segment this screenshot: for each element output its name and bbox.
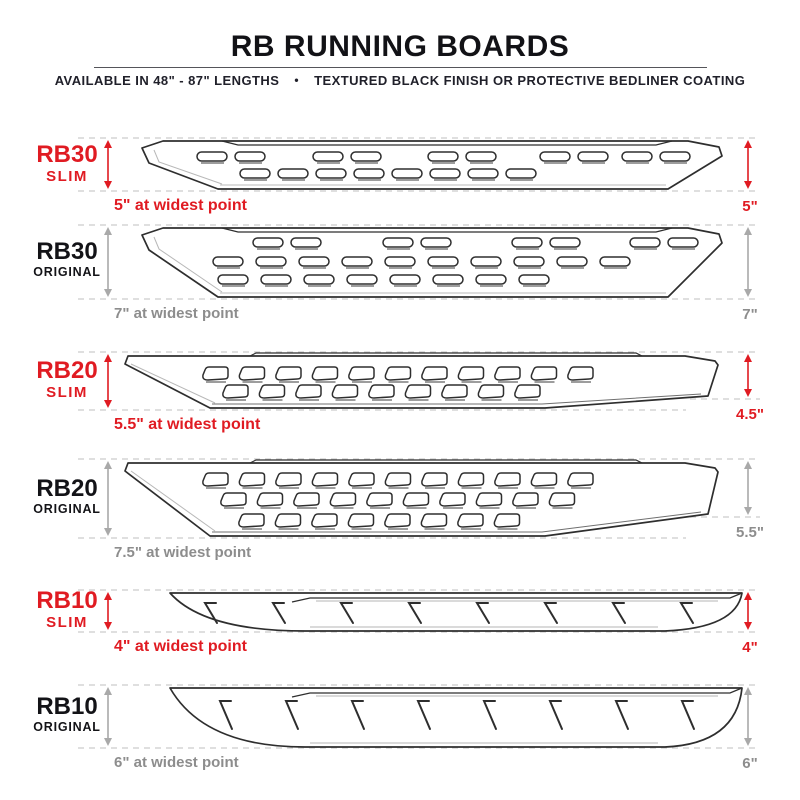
end-height-label: 4" <box>742 639 758 656</box>
model-name: RB30 <box>36 238 98 265</box>
page-subtitle <box>0 73 800 88</box>
model-label-block <box>14 239 120 279</box>
title-underline <box>94 67 707 68</box>
model-name: RB20 <box>36 357 98 384</box>
model-trim: ORIGINAL <box>33 719 101 734</box>
model-name: RB30 <box>36 140 98 168</box>
end-height-label: 5" <box>742 198 758 215</box>
widest-point-label: 7.5" at widest point <box>114 544 252 561</box>
end-height-label: 4.5" <box>736 406 764 423</box>
end-height-label: 5.5" <box>736 524 764 541</box>
subtitle-lengths: AVAILABLE IN 48" - 87" LENGTHS <box>54 73 280 88</box>
end-height-label: 7" <box>742 306 758 323</box>
board-drawing <box>70 344 770 426</box>
board-drawing <box>70 130 770 207</box>
widest-point-label: 5.5" at widest point <box>114 416 261 433</box>
widest-point-label: 5" at widest point <box>114 197 247 214</box>
model-trim: SLIM <box>46 614 88 632</box>
end-height-label: 6" <box>742 755 758 772</box>
model-label-block <box>14 588 120 631</box>
model-trim: SLIM <box>46 384 88 402</box>
widest-point-label: 7" at widest point <box>114 305 239 322</box>
bullet-separator: • <box>294 73 300 87</box>
model-label-block <box>14 476 120 516</box>
model-trim: ORIGINAL <box>33 501 101 516</box>
subtitle-finish: TEXTURED BLACK FINISH OR PROTECTIVE BEDLINER COATING <box>314 73 746 88</box>
board-drawing <box>70 677 770 764</box>
model-label-block <box>14 358 120 401</box>
model-name: RB20 <box>36 474 98 502</box>
widest-point-label: 6" at widest point <box>114 754 239 771</box>
model-name: RB10 <box>36 587 98 614</box>
page-title: RB RUNNING BOARDS <box>230 30 570 63</box>
model-name: RB10 <box>36 692 98 720</box>
board-drawing <box>70 217 770 315</box>
widest-point-label: 4" at widest point <box>114 638 247 655</box>
model-label-block <box>14 142 120 185</box>
board-drawing <box>70 582 770 648</box>
board-drawing <box>70 451 770 554</box>
model-trim: ORIGINAL <box>33 265 101 280</box>
model-label-block <box>14 694 120 734</box>
model-trim: SLIM <box>46 167 88 185</box>
